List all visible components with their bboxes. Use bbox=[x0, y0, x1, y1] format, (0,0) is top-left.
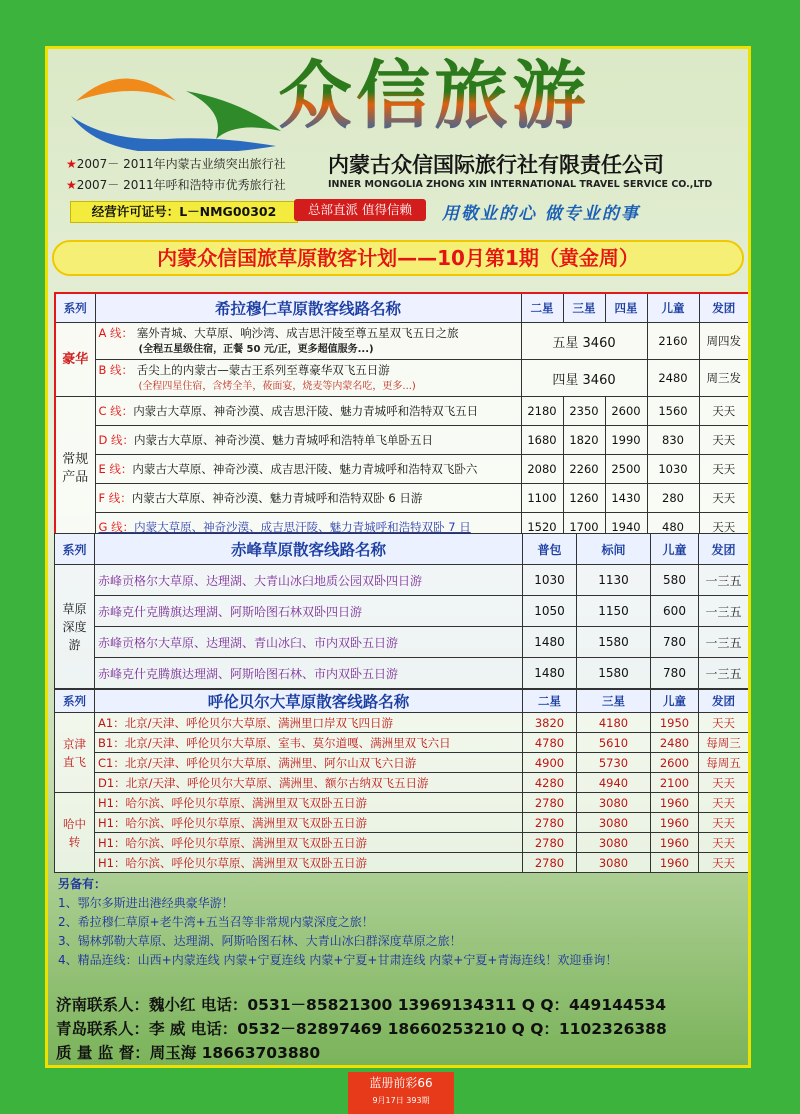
table-row bbox=[55, 773, 749, 793]
price: 1940 bbox=[605, 513, 647, 543]
route-name: 赤峰克什克腾旗达理湖、阿斯哈图石林、市内双卧五日游 bbox=[95, 658, 523, 689]
page-footer-tab bbox=[348, 1072, 454, 1114]
price: 1130 bbox=[577, 565, 651, 596]
price: 2080 bbox=[521, 455, 563, 484]
price: 1480 bbox=[523, 658, 577, 689]
price: 4940 bbox=[577, 773, 651, 793]
departure: 每周三 bbox=[699, 733, 749, 753]
route-name: H1：哈尔滨、呼伦贝尔草原、满洲里双飞双卧五日游 bbox=[95, 853, 523, 873]
route-name: D1：北京/天津、呼伦贝尔大草原、满洲里、额尔古纳双飞五日游 bbox=[95, 773, 523, 793]
price: 2500 bbox=[605, 455, 647, 484]
table-row bbox=[55, 455, 749, 484]
departure: 天天 bbox=[699, 793, 749, 813]
brochure-sheet bbox=[45, 46, 751, 1068]
contact-qingdao: 青岛联系人：李 威 电话：0532－82897469 18660253210 Q Q：1102326388 bbox=[56, 1020, 667, 1038]
company-name-english: INNER MONGOLIA ZHONG XIN INTERNATIONAL TRAVEL SERVICE CO.,LTD bbox=[328, 179, 713, 190]
series-label: 豪华 bbox=[55, 323, 95, 397]
departure: 一三五 bbox=[699, 565, 749, 596]
table-row bbox=[55, 565, 749, 596]
departure: 天天 bbox=[699, 426, 749, 455]
price: 1580 bbox=[577, 658, 651, 689]
route-name: H1：哈尔滨、呼伦贝尔草原、满洲里双飞双卧五日游 bbox=[95, 813, 523, 833]
departure: 一三五 bbox=[699, 627, 749, 658]
col-header: 标间 bbox=[577, 534, 651, 565]
price: 4900 bbox=[523, 753, 577, 773]
swoosh-logo-icon bbox=[66, 61, 296, 151]
table-row bbox=[55, 360, 749, 397]
col-header: 系列 bbox=[55, 690, 95, 713]
chifeng-route-table bbox=[54, 533, 749, 689]
col-header: 发团 bbox=[699, 534, 749, 565]
brand-name: 众信旅游 bbox=[278, 53, 590, 139]
child-price: 280 bbox=[647, 484, 699, 513]
col-header: 儿童 bbox=[647, 293, 699, 323]
price: 1430 bbox=[605, 484, 647, 513]
route-name: A1：北京/天津、呼伦贝尔大草原、满洲里口岸双飞四日游 bbox=[95, 713, 523, 733]
table-row bbox=[55, 733, 749, 753]
child-price: 1960 bbox=[651, 853, 699, 873]
extra-routes-notes bbox=[58, 875, 617, 970]
table-header-row bbox=[55, 690, 749, 713]
col-header: 儿童 bbox=[651, 534, 699, 565]
child-price: 580 bbox=[651, 565, 699, 596]
departure: 天天 bbox=[699, 813, 749, 833]
col-header: 三星 bbox=[577, 690, 651, 713]
price: 1990 bbox=[605, 426, 647, 455]
col-header: 系列 bbox=[55, 534, 95, 565]
price: 4180 bbox=[577, 713, 651, 733]
company-name: 内蒙古众信国际旅行社有限责任公司 bbox=[328, 153, 664, 177]
col-header: 发团 bbox=[699, 293, 749, 323]
route-name: A 线： 塞外青城、大草原、响沙湾、成吉思汗陵至尊五星双飞五日之旅 (全程五星级住宿，正餐 50 元/正，更多超值服务...) bbox=[95, 323, 521, 360]
footer-page-label: 蓝册前彩66 bbox=[369, 1076, 433, 1090]
price: 3080 bbox=[577, 833, 651, 853]
price: 2180 bbox=[521, 397, 563, 426]
table-row bbox=[55, 627, 749, 658]
route-name: F 线：内蒙古大草原、神奇沙漠、魅力青城呼和浩特双卧 6 日游 bbox=[95, 484, 521, 513]
series-label: 京津直飞 bbox=[55, 713, 95, 793]
route-name: C 线：内蒙古大草原、神奇沙漠、成吉思汗陵、魅力青城呼和浩特双飞五日 bbox=[95, 397, 521, 426]
departure: 天天 bbox=[699, 853, 749, 873]
price: 1820 bbox=[563, 426, 605, 455]
price: 2780 bbox=[523, 853, 577, 873]
note-item: 3、锡林郭勒大草原、达理湖、阿斯哈图石林、大青山冰臼群深度草原之旅！ bbox=[58, 934, 462, 948]
col-header: 普包 bbox=[523, 534, 577, 565]
license-number: 经营许可证号：L－NMG00302 bbox=[70, 201, 298, 223]
departure: 天天 bbox=[699, 397, 749, 426]
col-header: 三星 bbox=[563, 293, 605, 323]
contact-jinan: 济南联系人：魏小红 电话：0531－85821300 13969134311 Q Q：449144534 bbox=[56, 996, 667, 1014]
child-price: 780 bbox=[651, 627, 699, 658]
table-header-row bbox=[55, 534, 749, 565]
footer-issue-label: 9月17日 393期 bbox=[372, 1096, 430, 1105]
award-line: ★2007－ 2011年呼和浩特市优秀旅行社 bbox=[66, 178, 286, 192]
price: 3080 bbox=[577, 813, 651, 833]
quality-supervisor: 质 量 监 督：周玉海 18663703880 bbox=[56, 1044, 321, 1062]
note-item: 2、希拉穆仁草原+老牛湾+五当召等非常规内蒙深度之旅！ bbox=[58, 915, 374, 929]
col-header: 二星 bbox=[523, 690, 577, 713]
departure: 天天 bbox=[699, 484, 749, 513]
departure: 天天 bbox=[699, 455, 749, 484]
table-header-row bbox=[55, 293, 749, 323]
series-label: 常规产品 bbox=[55, 397, 95, 543]
departure: 一三五 bbox=[699, 658, 749, 689]
price: 1150 bbox=[577, 596, 651, 627]
table-row bbox=[55, 323, 749, 360]
price: 2600 bbox=[605, 397, 647, 426]
child-price: 1560 bbox=[647, 397, 699, 426]
child-price: 830 bbox=[647, 426, 699, 455]
child-price: 2100 bbox=[651, 773, 699, 793]
price: 3820 bbox=[523, 713, 577, 733]
route-name: H1：哈尔滨、呼伦贝尔草原、满洲里双飞双卧五日游 bbox=[95, 833, 523, 853]
price: 2350 bbox=[563, 397, 605, 426]
col-header: 二星 bbox=[521, 293, 563, 323]
table-row bbox=[55, 397, 749, 426]
xilamuren-route-table bbox=[54, 292, 750, 543]
plan-banner: 内蒙众信国旅草原散客计划——10月第1期（黄金周） bbox=[52, 240, 744, 276]
child-price: 1960 bbox=[651, 793, 699, 813]
price: 2780 bbox=[523, 793, 577, 813]
departure: 每周五 bbox=[699, 753, 749, 773]
table-row bbox=[55, 793, 749, 813]
departure: 一三五 bbox=[699, 596, 749, 627]
price: 五星 3460 bbox=[521, 323, 647, 360]
price: 3080 bbox=[577, 853, 651, 873]
price: 2780 bbox=[523, 813, 577, 833]
child-price: 2160 bbox=[647, 323, 699, 360]
price: 1100 bbox=[521, 484, 563, 513]
notes-title: 另备有： bbox=[58, 877, 107, 891]
table-title: 希拉穆仁草原散客线路名称 bbox=[95, 293, 521, 323]
child-price: 480 bbox=[647, 513, 699, 543]
table-row bbox=[55, 713, 749, 733]
price: 2780 bbox=[523, 833, 577, 853]
award-line: ★2007－ 2011年内蒙古业绩突出旅行社 bbox=[66, 157, 286, 171]
route-name: G 线：内蒙大草原、神奇沙漠、成吉思汗陵、魅力青城呼和浩特双卧 7 日 bbox=[95, 513, 521, 543]
route-name: C1：北京/天津、呼伦贝尔大草原、满洲里、阿尔山双飞六日游 bbox=[95, 753, 523, 773]
route-name: 赤峰克什克腾旗达理湖、阿斯哈图石林双卧四日游 bbox=[95, 596, 523, 627]
child-price: 1030 bbox=[647, 455, 699, 484]
table-row bbox=[55, 753, 749, 773]
child-price: 600 bbox=[651, 596, 699, 627]
route-name: B 线： 舌尖上的内蒙古—蒙古王系列至尊豪华双飞五日游 (全程四星住宿，含烤全羊，莜面宴，烧麦等内蒙名吃，更多...) bbox=[95, 360, 521, 397]
table-row bbox=[55, 833, 749, 853]
price: 2260 bbox=[563, 455, 605, 484]
departure: 周四发 bbox=[699, 323, 749, 360]
price: 1260 bbox=[563, 484, 605, 513]
table-row bbox=[55, 658, 749, 689]
child-price: 2600 bbox=[651, 753, 699, 773]
slogan: 用敬业的心 做专业的事 bbox=[442, 204, 640, 224]
departure: 周三发 bbox=[699, 360, 749, 397]
hulunbuir-route-table bbox=[54, 689, 749, 873]
departure: 天天 bbox=[699, 513, 749, 543]
route-name: E 线：内蒙古大草原、神奇沙漠、成吉思汗陵、魅力青城呼和浩特双飞卧六 bbox=[95, 455, 521, 484]
price: 1680 bbox=[521, 426, 563, 455]
col-header: 发团 bbox=[699, 690, 749, 713]
table-title: 呼伦贝尔大草原散客线路名称 bbox=[95, 690, 523, 713]
price: 1580 bbox=[577, 627, 651, 658]
series-label: 哈中转 bbox=[55, 793, 95, 873]
note-item: 4、精品连线：山西+内蒙连线 内蒙+宁夏连线 内蒙+宁夏+甘肃连线 内蒙+宁夏+青海连线！欢迎垂询！ bbox=[58, 953, 618, 967]
price: 3080 bbox=[577, 793, 651, 813]
price: 1700 bbox=[563, 513, 605, 543]
route-name: D 线：内蒙古大草原、神奇沙漠、魅力青城呼和浩特单飞单卧五日 bbox=[95, 426, 521, 455]
note-item: 1、鄂尔多斯进出港经典豪华游！ bbox=[58, 896, 234, 910]
price: 四星 3460 bbox=[521, 360, 647, 397]
child-price: 2480 bbox=[647, 360, 699, 397]
price: 5610 bbox=[577, 733, 651, 753]
price: 1520 bbox=[521, 513, 563, 543]
col-header: 儿童 bbox=[651, 690, 699, 713]
route-name: 赤峰贡格尔大草原、达理湖、大青山冰臼地质公园双卧四日游 bbox=[95, 565, 523, 596]
departure: 天天 bbox=[699, 713, 749, 733]
price: 4280 bbox=[523, 773, 577, 793]
route-name: H1：哈尔滨、呼伦贝尔草原、满洲里双飞双卧五日游 bbox=[95, 793, 523, 813]
departure: 天天 bbox=[699, 833, 749, 853]
price: 1030 bbox=[523, 565, 577, 596]
table-row bbox=[55, 426, 749, 455]
child-price: 1960 bbox=[651, 813, 699, 833]
table-row bbox=[55, 813, 749, 833]
child-price: 780 bbox=[651, 658, 699, 689]
table-title: 赤峰草原散客线路名称 bbox=[95, 534, 523, 565]
child-price: 2480 bbox=[651, 733, 699, 753]
table-row bbox=[55, 596, 749, 627]
price: 5730 bbox=[577, 753, 651, 773]
price: 1050 bbox=[523, 596, 577, 627]
table-row bbox=[55, 853, 749, 873]
price: 4780 bbox=[523, 733, 577, 753]
route-name: 赤峰贡格尔大草原、达理湖、青山冰臼、市内双卧五日游 bbox=[95, 627, 523, 658]
price: 1480 bbox=[523, 627, 577, 658]
direct-dispatch-tag: 总部直派 值得信赖 bbox=[294, 199, 426, 221]
series-label: 草原深度游 bbox=[55, 565, 95, 689]
departure: 天天 bbox=[699, 773, 749, 793]
child-price: 1950 bbox=[651, 713, 699, 733]
table-row bbox=[55, 484, 749, 513]
col-header: 系列 bbox=[55, 293, 95, 323]
route-name: B1：北京/天津、呼伦贝尔大草原、室韦、莫尔道嘎、满洲里双飞六日 bbox=[95, 733, 523, 753]
child-price: 1960 bbox=[651, 833, 699, 853]
col-header: 四星 bbox=[605, 293, 647, 323]
